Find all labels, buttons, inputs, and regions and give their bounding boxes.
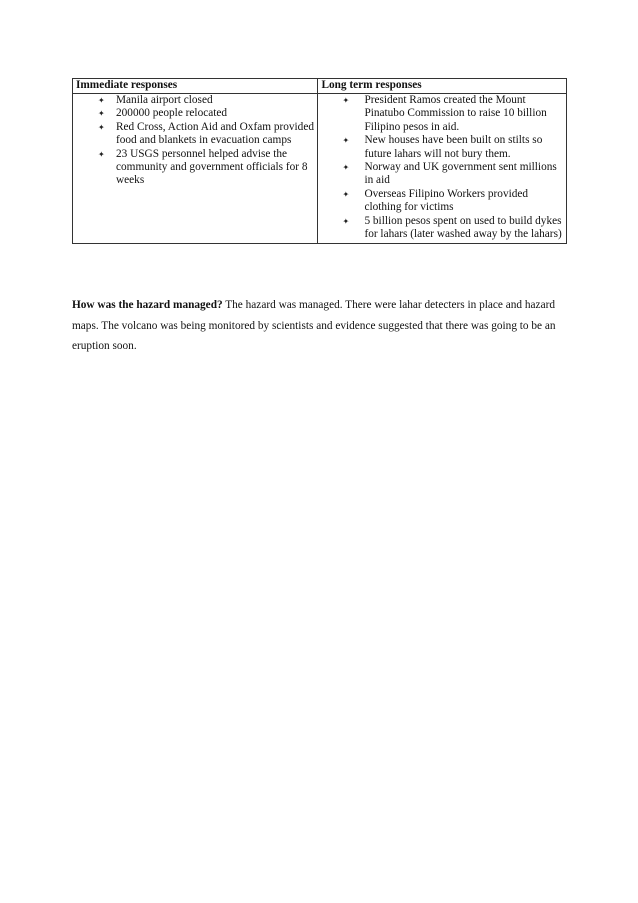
- list-item: [76, 107, 314, 120]
- responses-table: [72, 78, 567, 244]
- list-item: [76, 94, 314, 107]
- list-item-text: Norway and UK government sent millions in aid: [364, 161, 557, 187]
- list-item-text: New houses have been built on stilts so future lahars will not bury them.: [364, 134, 543, 160]
- list-item: [321, 161, 563, 188]
- long-term-responses-cell: [318, 94, 567, 244]
- list-item: [321, 134, 563, 161]
- list-item-text: Overseas Filipino Workers provided clothing for victims: [364, 187, 529, 214]
- list-item: [321, 94, 563, 134]
- list-item-text: 5 billion pesos spent on used to build dykes for lahars (later washed away by the lahars): [364, 214, 562, 241]
- list-item: [321, 215, 563, 242]
- list-item: [76, 121, 314, 148]
- hazard-question: How was the hazard managed?: [72, 299, 223, 312]
- table-body-row: [73, 94, 567, 244]
- long-term-responses-list: [321, 94, 563, 241]
- bullet-icon: ✦: [98, 149, 105, 159]
- bullet-icon: ✦: [98, 96, 105, 105]
- header-immediate-responses: Immediate responses: [73, 79, 318, 94]
- bullet-icon: ✦: [98, 109, 105, 119]
- immediate-responses-list: [76, 94, 314, 188]
- bullet-icon: ✦: [98, 122, 105, 132]
- hazard-management-paragraph: [72, 295, 570, 357]
- bullet-icon: ✦: [342, 136, 350, 146]
- table-header-row: [73, 79, 567, 94]
- bullet-icon: ✦: [342, 189, 350, 199]
- bullet-icon: ✦: [342, 216, 350, 226]
- list-item: [76, 148, 314, 188]
- list-item-text: Red Cross, Action Aid and Oxfam provided food and blankets in evacuation camps: [116, 120, 314, 147]
- list-item-text: 200000 people relocated: [116, 107, 228, 120]
- bullet-icon: ✦: [342, 163, 350, 173]
- hazard-answer: The hazard was managed. There were lahar detecters in place and hazard maps. The volcano was being monitored by scientists and evidence suggested that there was going to be an eruption soon.: [72, 299, 556, 353]
- list-item-text: President Ramos created the Mount Pinatubo Commission to raise 10 billion Filipino pesos in aid.: [364, 94, 547, 133]
- list-item-text: 23 USGS personnel helped advise the community and government officials for 8 weeks: [116, 147, 308, 187]
- list-item: [321, 188, 563, 215]
- header-long-term-responses: Long term responses: [318, 79, 567, 94]
- list-item-text: Manila airport closed: [116, 94, 213, 106]
- immediate-responses-cell: [73, 94, 318, 244]
- bullet-icon: ✦: [342, 96, 350, 105]
